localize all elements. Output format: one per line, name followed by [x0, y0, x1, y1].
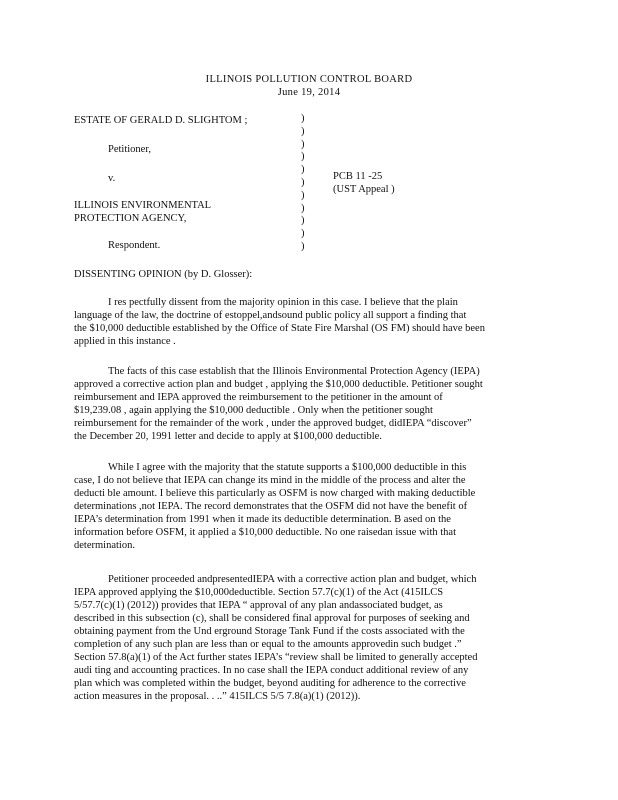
paragraph-line: the $10,000 deductible established by the Office of State Fire Marshal (OS FM) should have been [74, 323, 485, 334]
paragraph-1 [74, 296, 536, 348]
paragraph-line: deducti ble amount. I believe this particularly as OSFM is now charged with making deductible [74, 488, 476, 499]
agency-heading: ILLINOIS POLLUTION CONTROL BOARD [205, 74, 413, 85]
caption-paren: ) [301, 202, 305, 214]
paragraph-line: Section 57.8(a)(1) of the Act further states IEPA’s “review shall be limited to generally accepted [74, 652, 478, 663]
paragraph-line: completion of any such plan are less than or equal to the amounts approvedin such budget .” [74, 639, 462, 650]
paragraph-line: approved a corrective action plan and budget , applying the $10,000 deductible. Petitioner sought [74, 379, 483, 390]
caption-party2-line1: ILLINOIS ENVIRONMENTAL [74, 200, 212, 211]
caption-paren: ) [301, 125, 305, 137]
caption-paren: ) [301, 240, 305, 252]
paragraph-line: 5/57.7(c)(1) (2012)) provides that IEPA “ approval of any plan andassociated budget, as [74, 600, 443, 611]
paragraph-line: Petitioner proceeded andpresentedIEPA with a corrective action plan and budget, which [108, 574, 477, 585]
caption-paren: ) [301, 164, 305, 176]
paragraph-line: information before OSFM, it applied a $10,000 deductible. No one raisedan issue with that [74, 527, 457, 538]
paragraph-4 [74, 573, 536, 703]
paragraph-line: audi ting and accounting practices. In no case shall the IEPA conduct additional review of any [74, 665, 469, 676]
paragraph-line: case, I do not believe that IEPA can change its mind in the middle of the process and alter the [74, 475, 466, 486]
caption-paren: ) [301, 189, 305, 201]
order-date: June 19, 2014 [277, 87, 341, 98]
caption-respondent-label: Respondent. [108, 240, 161, 251]
caption-versus: v. [108, 173, 116, 184]
caption-parentheses [301, 113, 305, 254]
paragraph-line: applied in this instance . [74, 336, 176, 347]
caption-paren: ) [301, 176, 305, 188]
paragraph-line: determinations ,not IEPA. The record demonstrates that the OSFM did not have the benefit of [74, 501, 468, 512]
paragraph-line: IEPA approved applying the $10,000deductible. Section 57.7(c)(1) of the Act (415ILCS [74, 587, 444, 598]
paragraph-2 [74, 365, 536, 443]
caption-paren: ) [301, 151, 305, 163]
paragraph-line: The facts of this case establish that the Illinois Environmental Protection Agency (IEPA) [108, 366, 480, 377]
caption-paren: ) [301, 138, 305, 150]
caption-petitioner-label: Petitioner, [108, 144, 152, 155]
paragraph-line: $19,239.08 , again applying the $10,000 deductible . Only when the petitioner sought [74, 405, 433, 416]
paragraph-line: determination. [74, 540, 135, 551]
paragraph-line: plan which was completed within the budget, beyond auditing for adherence to the corrective [74, 678, 466, 689]
paragraph-3 [74, 461, 536, 552]
paragraph-line: described in this subsection (c), shall be considered final approval for purposes of seeking and [74, 613, 470, 624]
paragraph-line: reimbursement for the remainder of the work , under the approved budget, didIEPA “discover” [74, 418, 472, 429]
paragraph-line: I res pectfully dissent from the majority opinion in this case. I believe that the plain [108, 297, 458, 308]
paragraph-line: While I agree with the majority that the statute supports a $100,000 deductible in this [108, 462, 467, 473]
caption-paren: ) [301, 215, 305, 227]
caption-party1: ESTATE OF GERALD D. SLIGHTOM ; [74, 115, 248, 126]
caption-paren: ) [301, 113, 305, 124]
paragraph-line: language of the law, the doctrine of estoppel,andsound public policy all support a finding that [74, 310, 467, 321]
case-type: (UST Appeal ) [333, 184, 395, 195]
case-number: PCB 11 -25 [333, 171, 383, 182]
paragraph-line: the December 20, 1991 letter and decide to apply at $100,000 deductible. [74, 431, 382, 442]
paragraph-line: reimbursement and IEPA approved the reimbursement to the petitioner in the amount of [74, 392, 443, 403]
paragraph-line: obtaining payment from the Und erground Storage Tank Fund if the costs associated with the [74, 626, 465, 637]
paragraph-line: action measures in the proposal. . ..” 415ILCS 5/5 7.8(a)(1) (2012)). [74, 691, 361, 702]
caption-party2-line2: PROTECTION AGENCY, [74, 213, 187, 224]
opinion-title: DISSENTING OPINION (by D. Glosser): [74, 269, 253, 280]
caption-paren: ) [301, 228, 305, 240]
paragraph-line: IEPA’s determination from 1991 when it made its deductible determination. B ased on the [74, 514, 451, 525]
